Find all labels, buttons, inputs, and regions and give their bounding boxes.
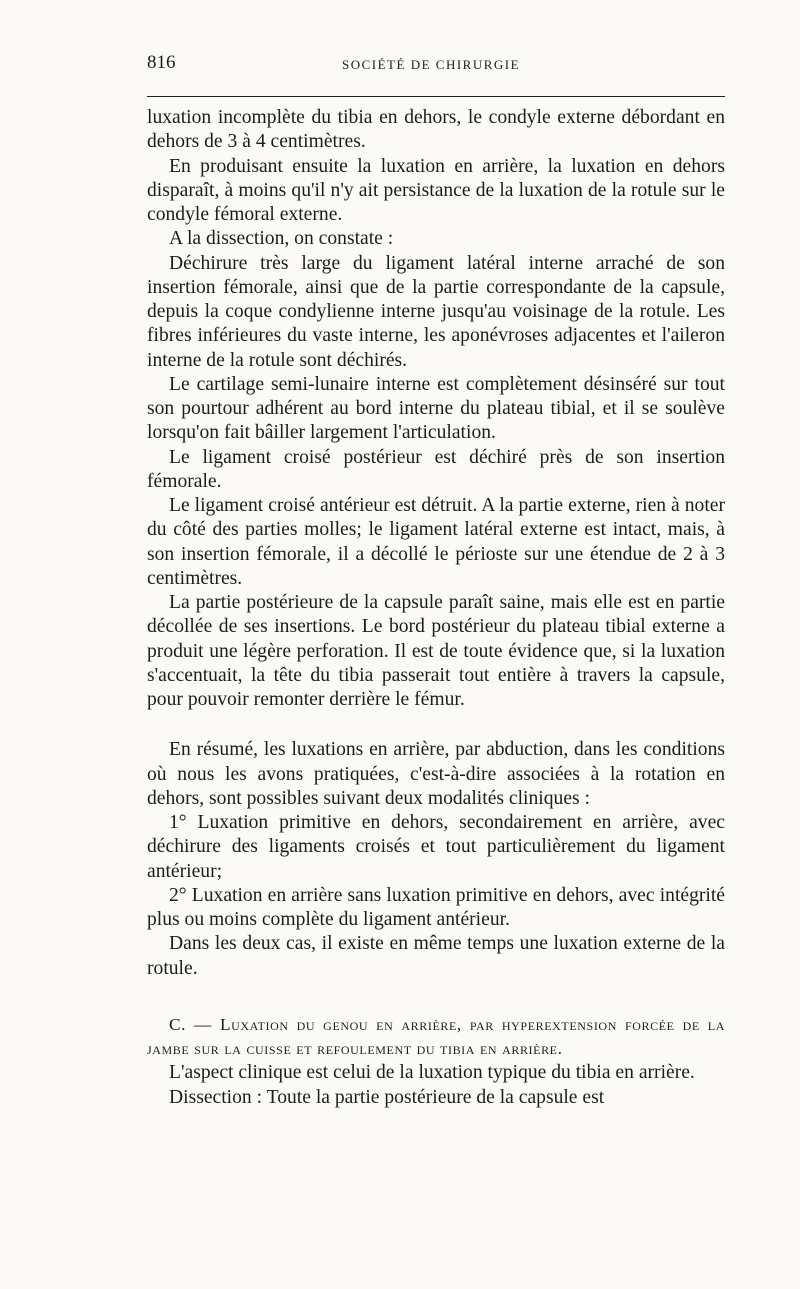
list-item: 1° Luxation primitive en dehors, secondairement en arrière, avec déchirure des ligaments croisés et tout particulièrement du ligament antérieur; xyxy=(147,812,725,882)
paragraph: Le cartilage semi-lunaire interne est complètement désinséré sur tout son pourtour adhérent au bord interne du plateau tibial, et il se soulève lorsqu'on fait bâiller largement l'articulation. xyxy=(147,373,725,444)
body-text xyxy=(147,106,725,1110)
list-item: 2° Luxation en arrière sans luxation primitive en dehors, avec intégrité plus ou moins complète du ligament antérieur. xyxy=(147,884,725,930)
paragraph: La partie postérieure de la capsule paraît saine, mais elle est en partie décollée de ses insertions. Le bord postérieur du plateau tibial externe a produit une légère perforation. Il est de toute évidence que, si la luxation s'accentuait, la tête du tibia passerait tout entière à travers la capsule, pour pouvoir remonter derrière le fémur. xyxy=(147,592,725,710)
page-number: 816 xyxy=(147,52,176,73)
running-title: SOCIÉTÉ DE CHIRURGIE xyxy=(342,57,521,72)
paragraph: Déchirure très large du ligament latéral interne arraché de son insertion fémorale, ainsi que de la partie correspondante de la capsule, depuis la coque condylienne interne jusqu'au voisinage de la rotule. Les fibres inférieures du vaste interne, les aponévroses adjacentes et l'aileron interne de la rotule sont déchirés. xyxy=(147,252,725,371)
section-heading: C. — Luxation du genou en arrière, par hyperextension forcée de la jambe sur la cuisse et refoulement du tibia en arrière. xyxy=(147,1014,725,1058)
summary-paragraph: En résumé, les luxations en arrière, par abduction, dans les conditions où nous les avons pratiquées, c'est-à-dire associées à la rotation en dehors, sont possibles suivant deux modalités cliniques : xyxy=(147,739,725,809)
header-rule xyxy=(147,96,725,97)
paragraph: L'aspect clinique est celui de la luxation typique du tibia en arrière. xyxy=(169,1062,695,1084)
paragraph: luxation incomplète du tibia en dehors, le condyle externe débordant en dehors de 3 à 4 centimètres. xyxy=(147,107,725,153)
paragraph: Le ligament croisé postérieur est déchiré près de son insertion fémorale. xyxy=(147,446,725,492)
running-head xyxy=(147,52,725,82)
paragraph: Dans les deux cas, il existe en même temps une luxation externe de la rotule. xyxy=(147,933,725,979)
paragraph: Le ligament croisé antérieur est détruit. A la partie externe, rien à noter du côté des parties molles; le ligament latéral externe est intact, mais, à son insertion fémorale, il a décollé le périoste sur une étendue de 2 à 3 centimètres. xyxy=(147,495,725,589)
paragraph: Dissection : Toute la partie postérieure de la capsule est xyxy=(169,1086,605,1108)
paragraph: A la dissection, on constate : xyxy=(169,228,394,250)
paragraph: En produisant ensuite la luxation en arrière, la luxation en dehors disparaît, à moins qu'il n'y ait persistance de la luxation de la rotule sur le condyle fémoral externe. xyxy=(147,155,725,225)
